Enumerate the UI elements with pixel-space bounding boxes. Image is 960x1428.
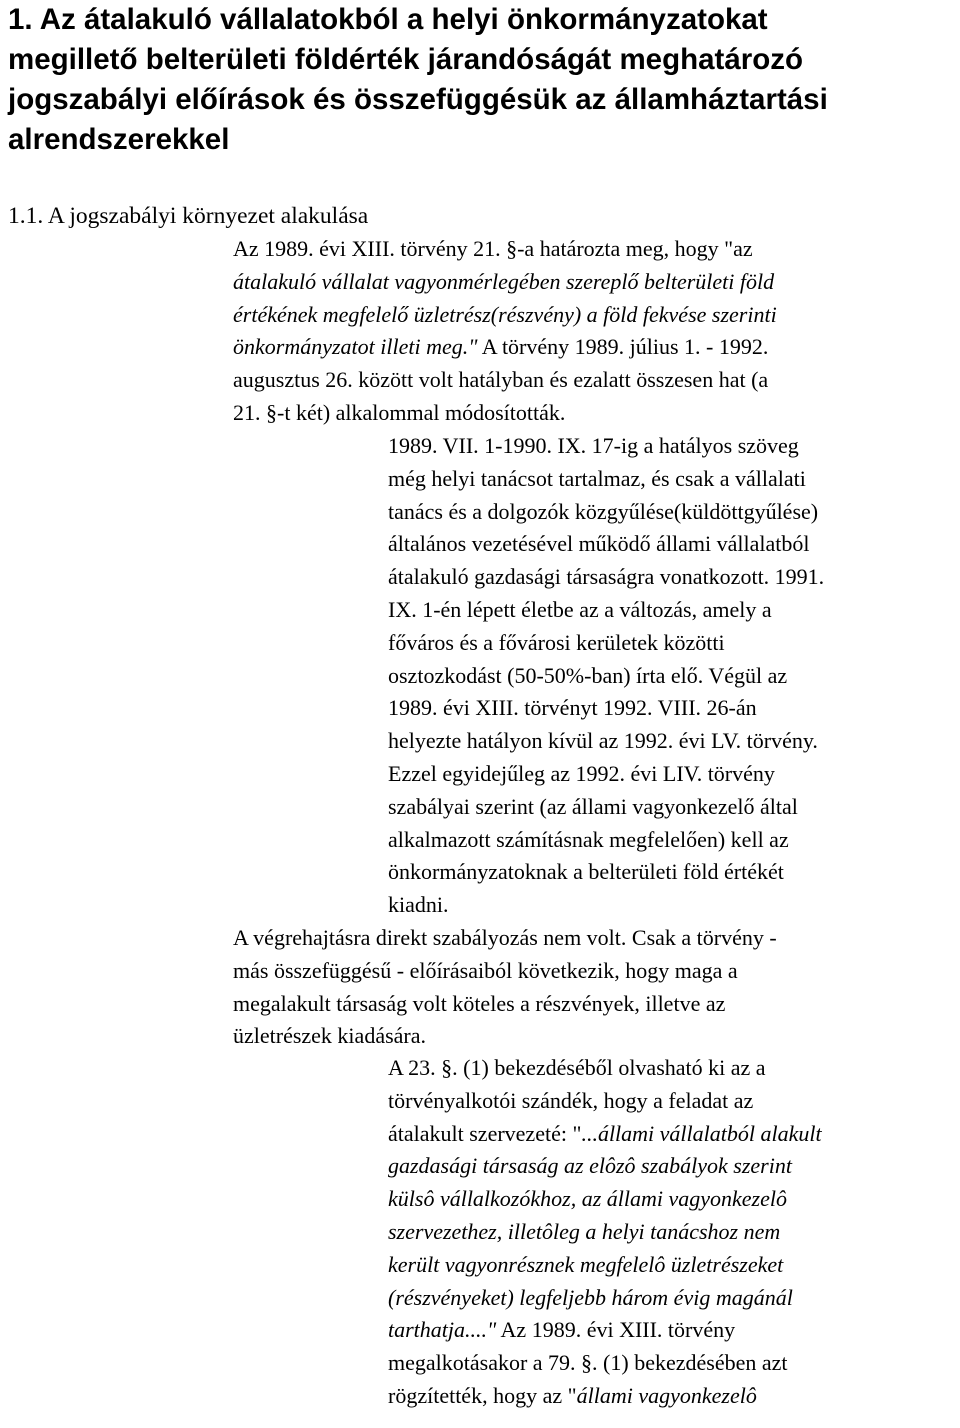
- heading-line: jogszabályi előírások és összefüggésük az államháztartási: [8, 83, 828, 116]
- text-line: átalakuló vállalat vagyonmérlegében szereplő belterületi föld: [233, 268, 775, 294]
- quote-fragment: önkormányzatot illeti meg.": [233, 334, 478, 360]
- text-line: önkormányzatoknak a belterületi föld értékét: [388, 859, 784, 885]
- quote-fragment: ...állami vállalatból alakult: [581, 1120, 822, 1146]
- text-line: más összefüggésű - előírásaiból következik, hogy maga a: [233, 957, 738, 983]
- text-line: helyezte hatályon kívül az 1992. évi LV. törvény.: [388, 728, 818, 754]
- quote-fragment: tarthatja....": [388, 1317, 497, 1343]
- text-fragment: rögzítették, hogy az ": [388, 1382, 577, 1408]
- text-line: alkalmazott számításnak megfelelően) kell az: [388, 826, 789, 852]
- quote-line: külsô vállalkozókhoz, az állami vagyonkezelô: [388, 1186, 787, 1212]
- text-line: üzletrészek kiadására.: [233, 1023, 426, 1049]
- text-line: főváros és a fővárosi kerületek közötti: [388, 629, 725, 655]
- paragraph-2: [388, 430, 824, 922]
- quote-line: gazdasági társaság az elôzô szabályok szerint: [388, 1153, 792, 1179]
- quote-line: került vagyonrésznek megfelelô üzletrészeket: [388, 1251, 784, 1277]
- text-line: osztozkodást (50-50%-ban) írta elő. Végül az: [388, 662, 788, 688]
- text-line: A 23. §. (1) bekezdéséből olvasható ki az a: [388, 1055, 766, 1080]
- text-line: 1989. VII. 1-1990. IX. 17-ig a hatályos szöveg: [388, 433, 799, 458]
- quote-line: (részvényeket) legfeljebb három évig magánál: [388, 1284, 793, 1310]
- text-line: 1989. évi XIII. törvényt 1992. VIII. 26-án: [388, 695, 757, 721]
- text-line: általános vezetésével működő állami vállalatból: [388, 531, 810, 557]
- heading-line: megillető belterületi földérték járandóságát meghatározó: [8, 43, 804, 76]
- text-line: megalkotásakor a 79. §. (1) bekezdésében azt: [388, 1350, 788, 1376]
- text-line: Ezzel egyidejűleg az 1992. évi LIV. törvény: [388, 760, 775, 786]
- text-line: kiadni.: [388, 892, 449, 918]
- text-fragment: átalakult szervezeté: ": [388, 1120, 582, 1146]
- text-line: IX. 1-én lépett életbe az a változás, amely a: [388, 596, 772, 622]
- text-line: megalakult társaság volt köteles a részvények, illetve az: [233, 990, 726, 1016]
- text-line: augusztus 26. között volt hatályban és ezalatt összesen hat (a: [233, 367, 769, 393]
- subsection-heading: 1.1. A jogszabályi környezet alakulása: [8, 203, 369, 229]
- text-line: 21. §-t két) alkalommal módosították.: [233, 399, 566, 425]
- text-line: még helyi tanácsot tartalmaz, és csak a vállalati: [388, 465, 806, 491]
- text-line: szabályai szerint (az állami vagyonkezelő által: [388, 793, 798, 819]
- quote-fragment: állami vagyonkezelô: [576, 1382, 757, 1408]
- paragraph-4: [388, 1052, 822, 1413]
- text-fragment: Az 1989. évi XIII. törvény: [496, 1317, 736, 1343]
- heading-line: alrendszerekkel: [8, 123, 230, 156]
- text-line: Az 1989. évi XIII. törvény 21. §-a határozta meg, hogy "az: [233, 236, 753, 261]
- text-line: tanács és a dolgozók közgyűlése(küldöttgyűlése): [388, 498, 819, 524]
- paragraph-3: [233, 922, 777, 1053]
- heading-line: 1. Az átalakuló vállalatokból a helyi önkormányzatokat: [8, 3, 768, 36]
- section-heading: [8, 0, 958, 160]
- text-line: értékének megfelelő üzletrész(részvény) a föld fekvése szerinti: [233, 301, 777, 327]
- text-line: törvényalkotói szándék, hogy a feladat az: [388, 1087, 754, 1113]
- paragraph-1: [78, 233, 777, 430]
- text-line: átalakuló gazdasági társaságra vonatkozott. 1991.: [388, 564, 825, 590]
- text-line: A végrehajtásra direkt szabályozás nem volt. Csak a törvény -: [233, 925, 777, 950]
- quote-line: szervezethez, illetôleg a helyi tanácshoz nem: [388, 1218, 781, 1244]
- text-fragment: A törvény 1989. július 1. - 1992.: [477, 334, 769, 360]
